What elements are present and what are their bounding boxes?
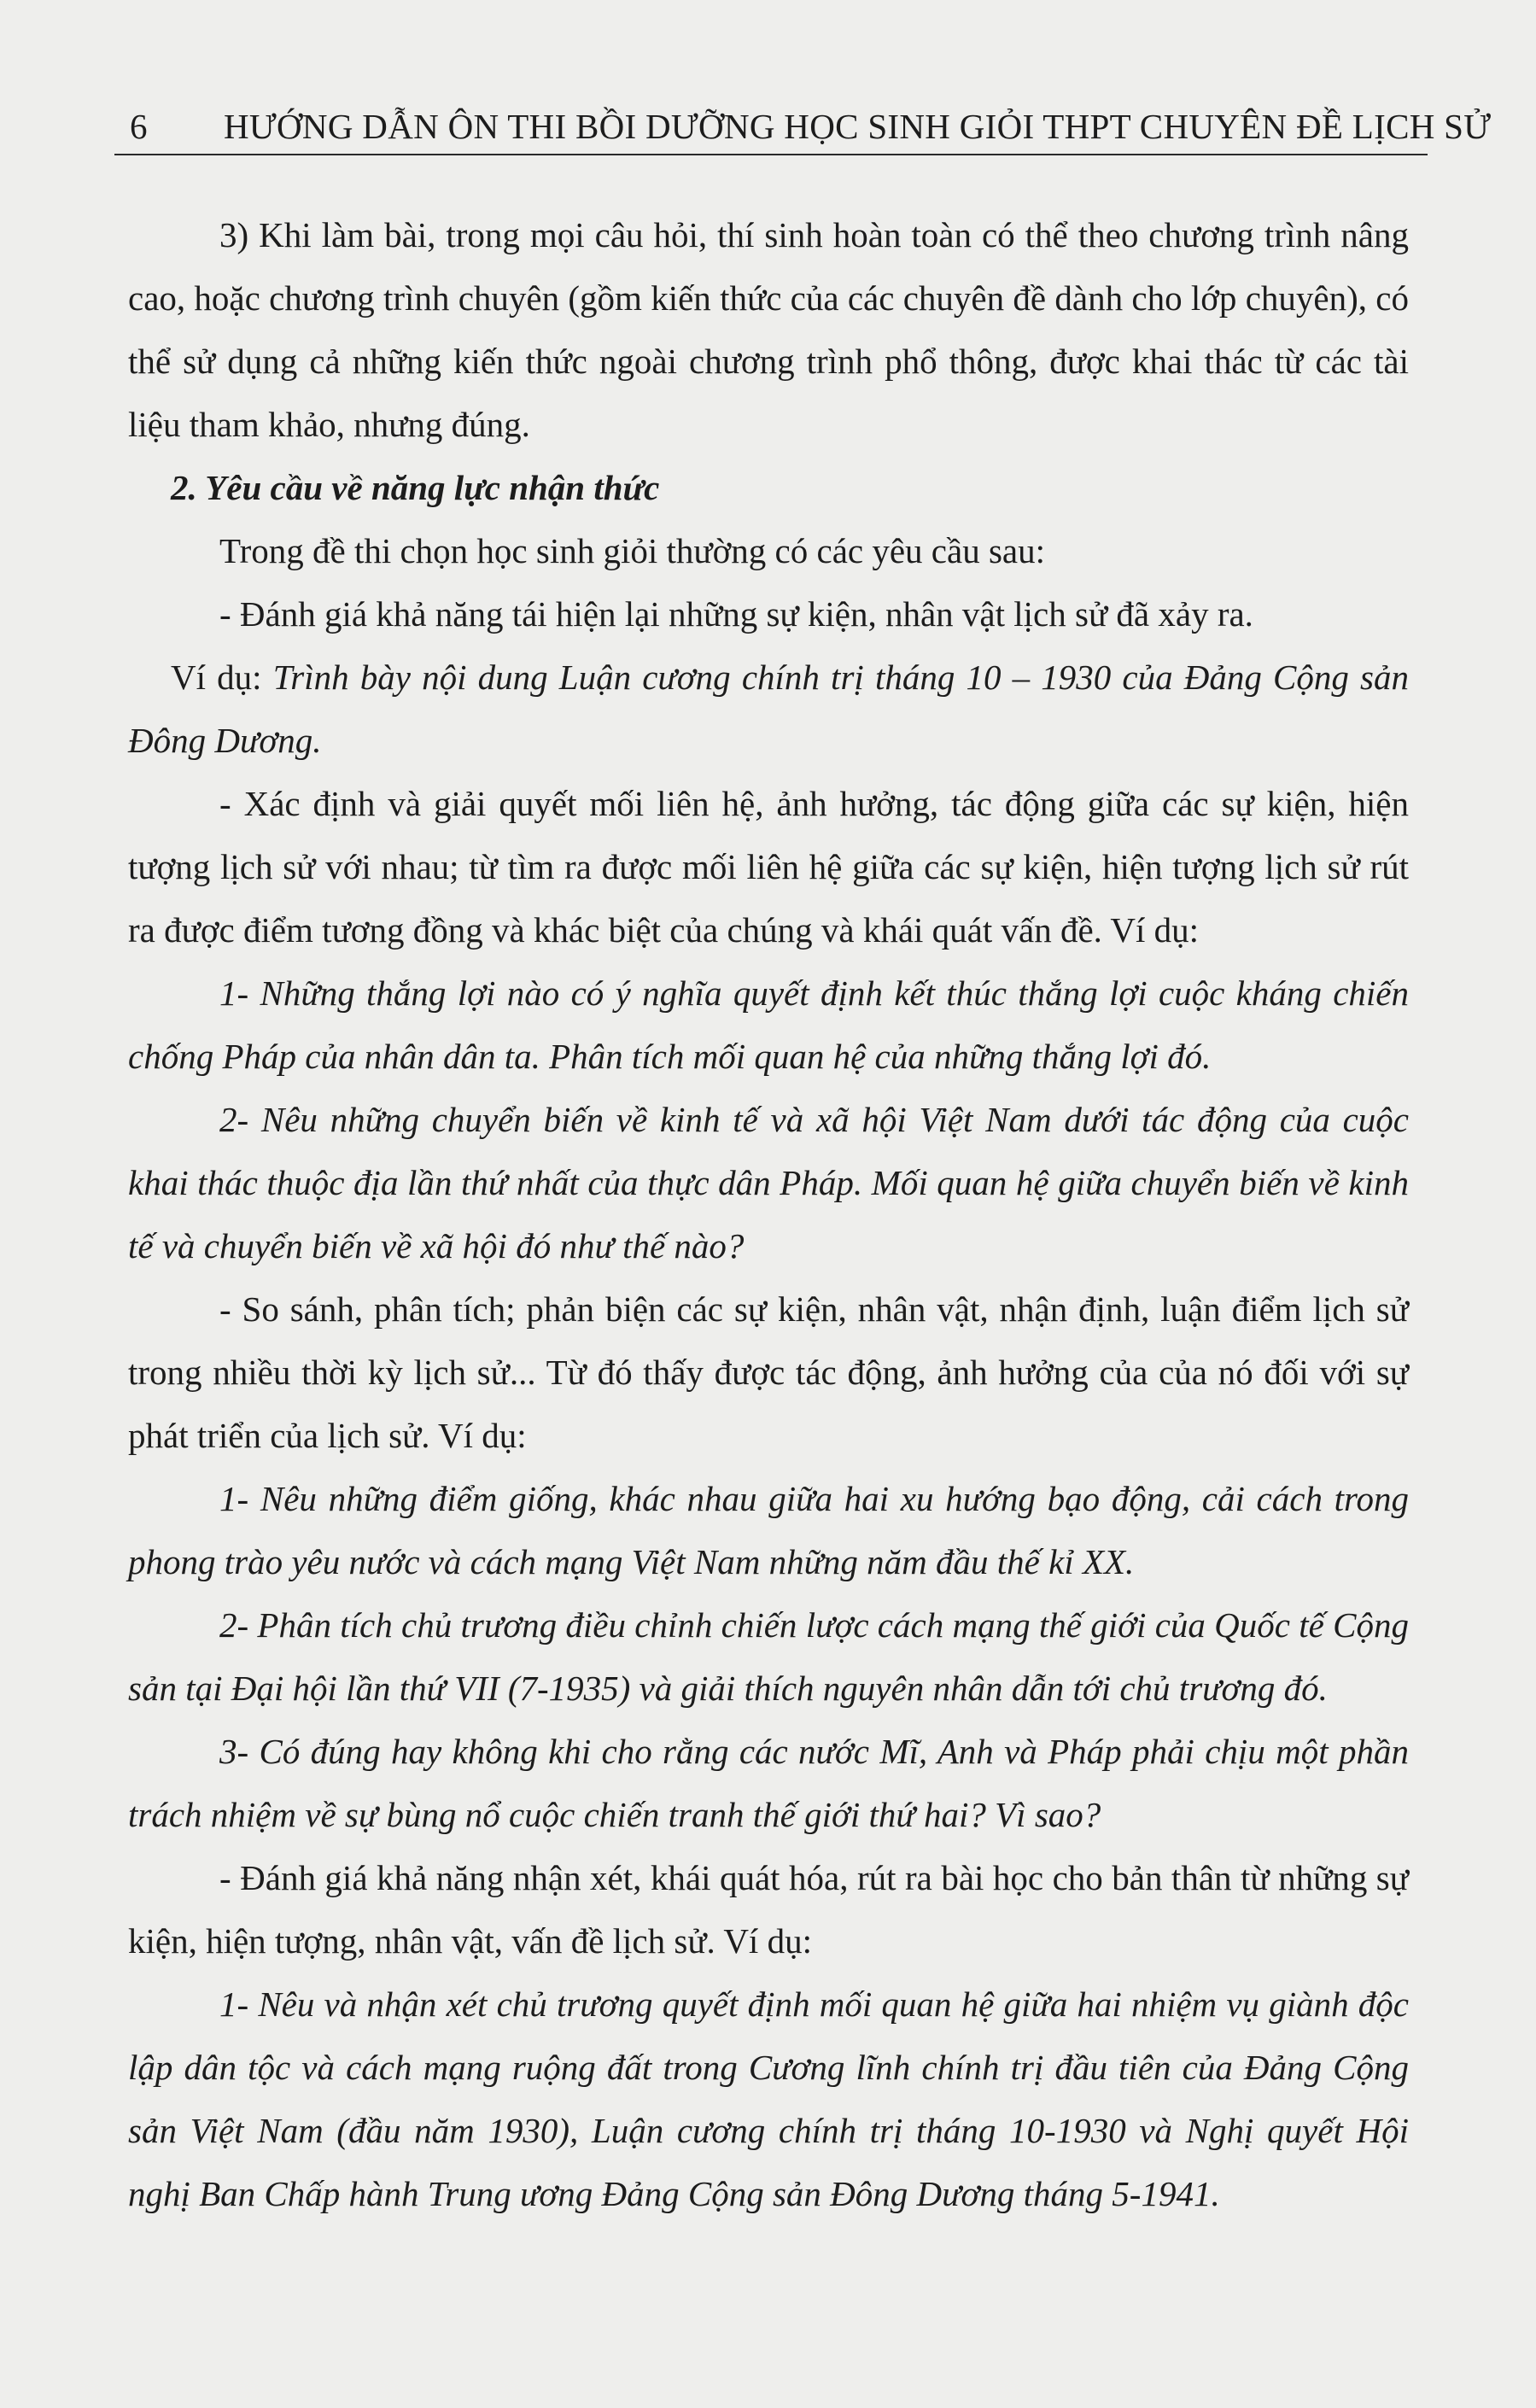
page-body (128, 203, 1409, 2225)
running-header-title: HƯỚNG DẪN ÔN THI BỒI DƯỠNG HỌC SINH GIỎI THPT CHUYÊN ĐỀ LỊCH SỬ (224, 107, 1492, 146)
example-text: Trình bày nội dung Luận cương chính trị tháng 10 – 1930 của Đảng Cộng sản Đông Dương. (128, 658, 1409, 760)
page-number: 6 (130, 107, 148, 146)
paragraph-requirement-relations: - Xác định và giải quyết mối liên hệ, ảnh hưởng, tác động giữa các sự kiện, hiện tượng lịch sử với nhau; từ tìm ra được mối liên hệ giữa các sự kiện, hiện tượng lịch sử rút ra được điểm tương đồng và khác biệt của chúng và khái quát vấn đề. Ví dụ: (128, 784, 1409, 950)
example-item: 1- Nêu và nhận xét chủ trương quyết định mối quan hệ giữa hai nhiệm vụ giành độc lập dân tộc và cách mạng ruộng đất trong Cương lĩnh chính trị đầu tiên của Đảng Cộng sản Việt Nam (đầu năm 1930), Luận cương chính trị tháng 10-1930 và Nghị quyết Hội nghị Ban Chấp hành Trung ương Đảng Cộng sản Đông Dương tháng 5-1941. (128, 1984, 1409, 2213)
example-label: Ví dụ: (171, 658, 273, 697)
running-header (114, 101, 1492, 152)
paragraph-requirement-evaluate: - Đánh giá khả năng nhận xét, khái quát hóa, rút ra bài học cho bản thân từ những sự kiện, hiện tượng, nhân vật, vấn đề lịch sử. Ví dụ: (128, 1858, 1409, 1961)
paragraph-intro: Trong đề thi chọn học sinh giỏi thường có các yêu cầu sau: (219, 531, 1045, 570)
example-item: 3- Có đúng hay không khi cho rằng các nước Mĩ, Anh và Pháp phải chịu một phần trách nhiệm về sự bùng nổ cuộc chiến tranh thế giới thứ hai? Vì sao? (128, 1732, 1409, 1834)
example-item: 2- Nêu những chuyển biến về kinh tế và xã hội Việt Nam dưới tác động của cuộc khai thác thuộc địa lần thứ nhất của thực dân Pháp. Mối quan hệ giữa chuyển biến về kinh tế và chuyển biến về xã hội đó như thế nào? (128, 1100, 1409, 1265)
paragraph-requirement-recall: - Đánh giá khả năng tái hiện lại những sự kiện, nhân vật lịch sử đã xảy ra. (219, 594, 1253, 634)
example-item: 2- Phân tích chủ trương điều chỉnh chiến lược cách mạng thế giới của Quốc tế Cộng sản tại Đại hội lần thứ VII (7-1935) và giải thích nguyên nhân dẫn tới chủ trương đó. (128, 1605, 1409, 1708)
example-item: 1- Những thắng lợi nào có ý nghĩa quyết định kết thúc thắng lợi cuộc kháng chiến chống Pháp của nhân dân ta. Phân tích mối quan hệ của những thắng lợi đó. (128, 973, 1409, 1076)
example-item: 1- Nêu những điểm giống, khác nhau giữa hai xu hướng bạo động, cải cách trong phong trào yêu nước và cách mạng Việt Nam những năm đầu thế kỉ XX. (128, 1479, 1409, 1581)
paragraph-requirement-compare: - So sánh, phân tích; phản biện các sự kiện, nhân vật, nhận định, luận điểm lịch sử trong nhiều thời kỳ lịch sử... Từ đó thấy được tác động, ảnh hưởng của của nó đối với sự phát triển của lịch sử. Ví dụ: (128, 1289, 1409, 1455)
paragraph-exam-rule-3: 3) Khi làm bài, trong mọi câu hỏi, thí sinh hoàn toàn có thể theo chương trình nâng cao, hoặc chương trình chuyên (gồm kiến thức của các chuyên đề dành cho lớp chuyên), có thể sử dụng cả những kiến thức ngoài chương trình phổ thông, được khai thác từ các tài liệu tham khảo, nhưng đúng. (128, 215, 1409, 444)
header-rule (114, 154, 1428, 155)
paragraph-example-recall (128, 646, 1409, 772)
section-heading: 2. Yêu cầu về năng lực nhận thức (171, 468, 660, 507)
